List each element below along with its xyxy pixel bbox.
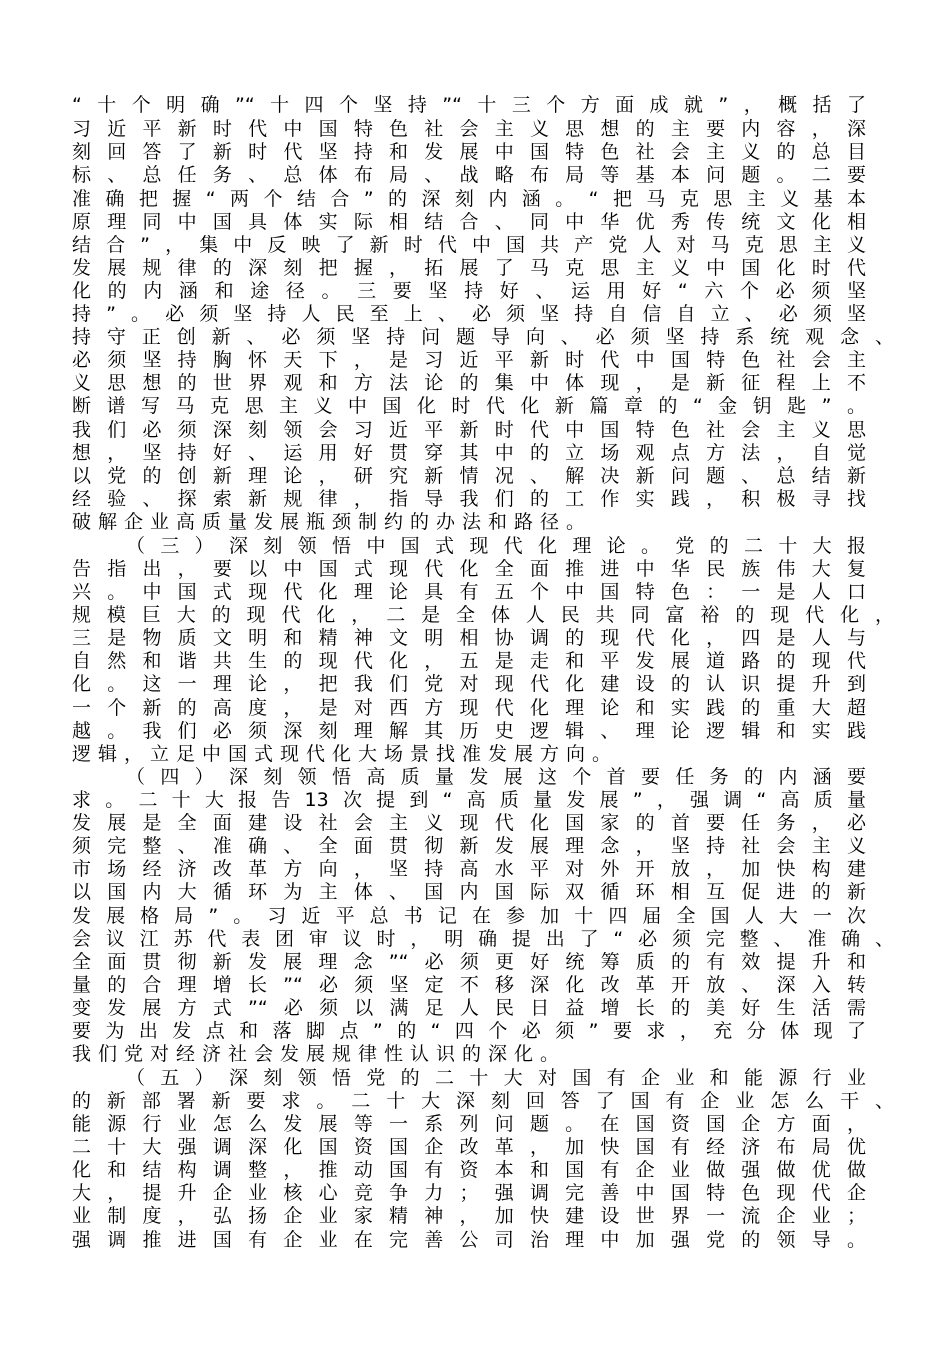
text-line: 三是物质文明和精神文明相协调的现代化，四是人与: [72, 627, 866, 649]
text-line: 须完整、准确、全面贯彻新发展理念，坚持社会主义: [72, 835, 866, 857]
text-line: 想，坚持好、运用好贯穿其中的立场观点方法，自觉: [72, 442, 866, 464]
text-line: 大，提升企业核心竞争力；强调完善中国特色现代企: [72, 1182, 866, 1204]
text-line: 会议江苏代表团审议时，明确提出了“必须完整、准确、: [72, 928, 894, 950]
text-line: 规模巨大的现代化，二是全体人民共同富裕的现代化，: [72, 604, 894, 626]
text-line: 以党的创新理论，研究新情况、解决新问题、总结新: [72, 465, 866, 487]
text-line: 发展格局”。习近平总书记在参加十四届全国人大一次: [72, 905, 866, 927]
text-line: 化。这一理论，把我们党对现代化建设的认识提升到: [72, 673, 866, 695]
text-line: 逻辑，立足中国式现代化大场景找准发展方向。: [72, 743, 619, 765]
text-line: 二十大强调深化国资国企改革，加快国有经济布局优: [72, 1136, 866, 1158]
text-line: 要为出发点和落脚点”的“四个必须”要求，充分体现了: [72, 1020, 866, 1042]
text-line: 标、总任务、总体布局、战略布局等基本问题。二要: [72, 164, 866, 186]
text-line: 持守正创新、必须坚持问题导向、必须坚持系统观念、: [72, 326, 894, 348]
text-line: 量的合理增长”“必须坚定不移深化改革开放、深入转: [72, 974, 866, 996]
text-line: 能源行业怎么发展等一系列问题。在国资国企方面，: [72, 1113, 866, 1135]
text-line: 结合”，集中反映了新时代中国共产党人对马克思主义: [72, 234, 866, 256]
text-line: （四）深刻领悟高质量发展这个首要任务的内涵要: [126, 766, 866, 788]
text-line: 发展规律的深刻把握，拓展了马克思主义中国化时代: [72, 257, 866, 279]
text-line: （五）深刻领悟党的二十大对国有企业和能源行业: [126, 1067, 866, 1089]
text-line: 破解企业高质量发展瓶颈制约的办法和路径。: [72, 511, 593, 533]
text-line: 准确把握“两个结合”的深刻内涵。“把马克思主义基本: [72, 188, 866, 210]
text-line: 求。二十大报告13次提到“高质量发展”，强调“高质量: [72, 789, 866, 811]
text-line: 的新部署新要求。二十大深刻回答了国有企业怎么干、: [72, 1090, 894, 1112]
text-line: “十个明确”“十四个坚持”“十三个方面成就”，概括了: [72, 94, 866, 116]
text-line: 一个新的高度，是对西方现代化理论和实践的重大超: [72, 697, 866, 719]
text-line: 越。我们必须深刻理解其历史逻辑、理论逻辑和实践: [72, 720, 866, 742]
text-line: 刻回答了新时代坚持和发展中国特色社会主义的总目: [72, 141, 866, 163]
text-line: 化和结构调整，推动国有资本和国有企业做强做优做: [72, 1159, 866, 1181]
text-line: 兴。中国式现代化理论具有五个中国特色：一是人口: [72, 581, 866, 603]
text-line: 市场经济改革方向，坚持高水平对外开放，加快构建: [72, 858, 866, 880]
text-line: 业制度，弘扬企业家精神，加快建设世界一流企业；: [72, 1205, 866, 1227]
text-line: 发展是全面建设社会主义现代化国家的首要任务，必: [72, 812, 866, 834]
text-line: 告指出，要以中国式现代化全面推进中华民族伟大复: [72, 558, 866, 580]
text-line: 我们党对经济社会发展规律性认识的深化。: [72, 1043, 567, 1065]
text-line: 以国内大循环为主体、国内国际双循环相互促进的新: [72, 881, 866, 903]
text-line: 变发展方式”“必须以满足人民日益增长的美好生活需: [72, 997, 866, 1019]
text-line: 断谱写马克思主义中国化时代化新篇章的“金钥匙”。: [72, 395, 866, 417]
text-line: 我们必须深刻领会习近平新时代中国特色社会主义思: [72, 419, 866, 441]
text-line: （三）深刻领悟中国式现代化理论。党的二十大报: [126, 535, 866, 557]
text-line: 必须坚持胸怀天下，是习近平新时代中国特色社会主: [72, 349, 866, 371]
text-line: 全面贯彻新发展理念”“必须更好统筹质的有效提升和: [72, 951, 866, 973]
text-line: 义思想的世界观和方法论的集中体现，是新征程上不: [72, 372, 866, 394]
text-line: 习近平新时代中国特色社会主义思想的主要内容，深: [72, 118, 866, 140]
text-line: 强调推进国有企业在完善公司治理中加强党的领导。: [72, 1229, 866, 1251]
text-line: 原理同中国具体实际相结合、同中华优秀传统文化相: [72, 211, 866, 233]
text-line: 化的内涵和途径。三要坚持好、运用好“六个必须坚: [72, 280, 866, 302]
text-line: 经验、探索新规律，指导我们的工作实践，积极寻找: [72, 488, 866, 510]
text-line: 持”。必须坚持人民至上、必须坚持自信自立、必须坚: [72, 303, 866, 325]
text-line: 自然和谐共生的现代化，五是走和平发展道路的现代: [72, 650, 866, 672]
